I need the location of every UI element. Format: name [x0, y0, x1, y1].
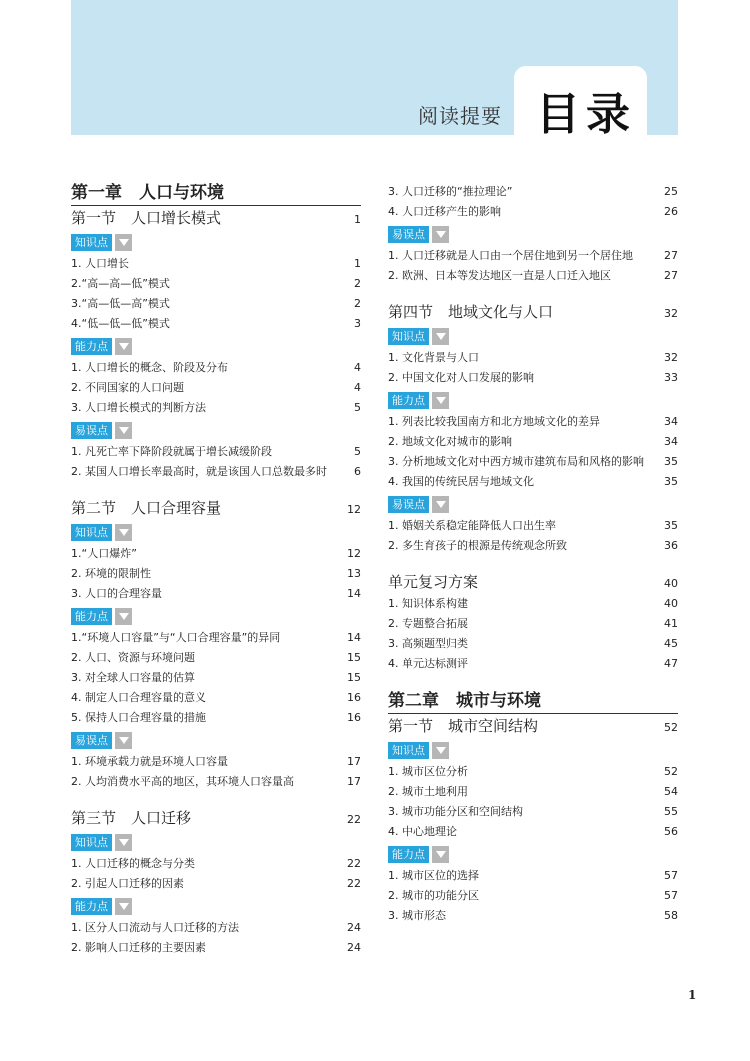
toc-entry[interactable]	[388, 822, 678, 842]
toc-entry[interactable]	[388, 536, 678, 556]
toc-entry[interactable]	[71, 254, 361, 274]
badge-label: 知识点	[388, 328, 429, 345]
toc-entry[interactable]	[71, 564, 361, 584]
toc-entry-page: 41	[664, 617, 678, 630]
toc-entry[interactable]	[71, 668, 361, 688]
toc-entry[interactable]	[71, 772, 361, 792]
toc-entry-page: 1	[354, 257, 361, 270]
toc-entry-title: 1. 列表比较我国南方和北方地域文化的差异	[388, 415, 600, 428]
toc-entry-page: 27	[664, 269, 678, 282]
chevron-down-icon	[432, 742, 449, 759]
toc-entry-title: 2. 人口、资源与环境问题	[71, 651, 195, 664]
badge-label: 易误点	[71, 732, 112, 749]
toc-entry-title: 2. 多生育孩子的根源是传统观念所致	[388, 539, 567, 552]
chapter-heading: 第二章 城市与环境	[388, 690, 678, 714]
toc-entry-title: 3. 分析地域文化对中西方城市建筑布局和风格的影响	[388, 455, 644, 468]
toc-entry[interactable]	[388, 654, 678, 674]
toc-entry-page: 36	[664, 539, 678, 552]
toc-entry-title: 4. 制定人口合理容量的意义	[71, 691, 206, 704]
toc-entry-page: 24	[347, 941, 361, 954]
toc-entry-page: 45	[664, 637, 678, 650]
toc-entry-page: 3	[354, 317, 361, 330]
chevron-down-icon	[115, 234, 132, 251]
section-title: 第四节 地域文化与人口	[388, 303, 554, 321]
section-page: 52	[664, 721, 678, 734]
toc-entry-title: 4. 中心地理论	[388, 825, 457, 838]
toc-entry-title: 2.“高—高—低”模式	[71, 277, 170, 290]
toc-entry[interactable]	[388, 906, 678, 926]
toc-entry[interactable]	[71, 378, 361, 398]
badge-label: 能力点	[71, 898, 112, 915]
badge-label: 易误点	[388, 226, 429, 243]
toc-entry-title: 3. 人口的合理容量	[71, 587, 162, 600]
toc-entry-title: 1. 人口增长	[71, 257, 129, 270]
toc-entry[interactable]	[71, 918, 361, 938]
toc-entry-title: 2. 城市土地利用	[388, 785, 468, 798]
toc-entry[interactable]	[388, 614, 678, 634]
badge-label: 知识点	[71, 234, 112, 251]
toc-entry[interactable]	[388, 348, 678, 368]
toc-entry-page: 5	[354, 445, 361, 458]
chapter-heading: 第一章 人口与环境	[71, 182, 361, 206]
toc-entry-page: 57	[664, 869, 678, 882]
toc-entry-page: 6	[354, 465, 361, 478]
toc-entry[interactable]	[71, 462, 361, 482]
chevron-down-icon	[432, 496, 449, 513]
category-badge	[388, 741, 678, 759]
toc-entry-title: 3. 人口增长模式的判断方法	[71, 401, 206, 414]
toc-entry-title: 2. 欧洲、日本等发达地区一直是人口迁入地区	[388, 269, 611, 282]
toc-entry-title: 2. 影响人口迁移的主要因素	[71, 941, 206, 954]
toc-entry-title: 3. 高频题型归类	[388, 637, 468, 650]
badge-label: 知识点	[71, 834, 112, 851]
badge-label: 易误点	[388, 496, 429, 513]
toc-entry-page: 24	[347, 921, 361, 934]
toc-entry[interactable]	[71, 294, 361, 314]
badge-label: 能力点	[71, 608, 112, 625]
badge-label: 知识点	[71, 524, 112, 541]
toc-entry[interactable]	[388, 782, 678, 802]
toc-entry-title: 3. 城市形态	[388, 909, 446, 922]
category-badge	[71, 833, 361, 851]
toc-entry-page: 57	[664, 889, 678, 902]
toc-entry-page: 35	[664, 455, 678, 468]
category-badge	[388, 327, 678, 345]
toc-entry-title: 2. 人均消费水平高的地区，其环境人口容量高	[71, 775, 294, 788]
toc-entry-title: 2. 环境的限制性	[71, 567, 151, 580]
chevron-down-icon	[115, 524, 132, 541]
toc-entry-page: 52	[664, 765, 678, 778]
toc-entry-title: 5. 保持人口合理容量的措施	[71, 711, 206, 724]
toc-entry-title: 1. 区分人口流动与人口迁移的方法	[71, 921, 239, 934]
section-title: 第一节 城市空间结构	[388, 717, 539, 735]
toc-entry[interactable]	[71, 314, 361, 334]
category-badge	[71, 233, 361, 251]
toc-entry-title: 1.“人口爆炸”	[71, 547, 137, 560]
toc-entry[interactable]	[71, 938, 361, 958]
toc-entry-page: 15	[347, 671, 361, 684]
badge-label: 能力点	[71, 338, 112, 355]
toc-entry-title: 2. 不同国家的人口问题	[71, 381, 184, 394]
badge-label: 知识点	[388, 742, 429, 759]
toc-entry-page: 13	[347, 567, 361, 580]
toc-entry[interactable]	[388, 594, 678, 614]
category-badge	[71, 523, 361, 541]
toc-entry[interactable]	[388, 368, 678, 388]
section-heading[interactable]	[388, 300, 678, 324]
toc-entry[interactable]	[388, 866, 678, 886]
toc-entry-page: 58	[664, 909, 678, 922]
toc-entry-title: 1. 文化背景与人口	[388, 351, 479, 364]
category-badge	[388, 225, 678, 243]
chevron-down-icon	[115, 608, 132, 625]
toc-entry-title: 1. 人口迁移的概念与分类	[71, 857, 195, 870]
category-badge	[71, 337, 361, 355]
badge-label: 能力点	[388, 392, 429, 409]
toc-entry[interactable]	[388, 246, 678, 266]
toc-entry-page: 14	[347, 587, 361, 600]
section-page: 1	[354, 213, 361, 226]
toc-entry-title: 1. 城市区位的选择	[388, 869, 479, 882]
section-page: 40	[664, 577, 678, 590]
page-number: 1	[688, 988, 697, 1002]
section-title: 第一节 人口增长模式	[71, 209, 222, 227]
toc-entry-page: 2	[354, 297, 361, 310]
section-heading[interactable]	[71, 496, 361, 520]
toc-entry-title: 3. 城市功能分区和空间结构	[388, 805, 523, 818]
toc-entry-page: 47	[664, 657, 678, 670]
category-badge	[71, 421, 361, 439]
toc-entry-page: 17	[347, 755, 361, 768]
toc-entry[interactable]	[388, 412, 678, 432]
section-page: 22	[347, 813, 361, 826]
chevron-down-icon	[115, 834, 132, 851]
section-title: 单元复习方案	[388, 573, 479, 591]
toc-entry[interactable]	[71, 274, 361, 294]
toc-right-column	[388, 182, 678, 926]
toc-entry[interactable]	[388, 634, 678, 654]
toc-entry-title: 1.“环境人口容量”与“人口合理容量”的异同	[71, 631, 281, 644]
toc-entry-page: 35	[664, 475, 678, 488]
toc-entry[interactable]	[388, 886, 678, 906]
section-heading[interactable]	[71, 206, 361, 230]
toc-entry-title: 4. 人口迁移产生的影响	[388, 205, 501, 218]
toc-entry-title: 1. 城市区位分析	[388, 765, 468, 778]
toc-entry-title: 2. 地域文化对城市的影响	[388, 435, 512, 448]
badge-label: 能力点	[388, 846, 429, 863]
section-title: 第二节 人口合理容量	[71, 499, 222, 517]
toc-entry-title: 2. 引起人口迁移的因素	[71, 877, 184, 890]
toc-entry-page: 4	[354, 381, 361, 394]
toc-entry[interactable]	[71, 398, 361, 418]
category-badge	[388, 391, 678, 409]
toc-entry-page: 35	[664, 519, 678, 532]
toc-entry-title: 4. 我国的传统民居与地域文化	[388, 475, 534, 488]
chevron-down-icon	[115, 898, 132, 915]
chevron-down-icon	[115, 422, 132, 439]
toc-entry[interactable]	[388, 266, 678, 286]
toc-entry-title: 3.“高—低—高”模式	[71, 297, 170, 310]
toc-left-column	[71, 182, 361, 958]
toc-entry-page: 33	[664, 371, 678, 384]
section-heading[interactable]	[71, 806, 361, 830]
category-badge	[388, 495, 678, 513]
toc-entry-page: 26	[664, 205, 678, 218]
section-heading[interactable]	[388, 570, 678, 594]
toc-entry[interactable]	[71, 442, 361, 462]
toc-entry-page: 22	[347, 877, 361, 890]
toc-entry[interactable]	[388, 432, 678, 452]
toc-entry-page: 32	[664, 351, 678, 364]
toc-entry-title: 1. 知识体系构建	[388, 597, 468, 610]
chevron-down-icon	[115, 732, 132, 749]
chevron-down-icon	[432, 392, 449, 409]
chevron-down-icon	[432, 328, 449, 345]
toc-entry[interactable]	[71, 544, 361, 564]
toc-entry[interactable]	[71, 752, 361, 772]
toc-entry[interactable]	[71, 584, 361, 604]
page-title: 目录	[536, 89, 636, 140]
toc-entry[interactable]	[388, 452, 678, 472]
toc-entry-page: 14	[347, 631, 361, 644]
toc-entry-title: 3. 人口迁移的“推拉理论”	[388, 185, 513, 198]
chevron-down-icon	[115, 338, 132, 355]
toc-entry-page: 2	[354, 277, 361, 290]
toc-entry-title: 1. 环境承载力就是环境人口容量	[71, 755, 228, 768]
section-page: 32	[664, 307, 678, 320]
category-badge	[71, 607, 361, 625]
toc-entry[interactable]	[71, 628, 361, 648]
toc-entry-page: 22	[347, 857, 361, 870]
toc-entry[interactable]	[388, 762, 678, 782]
toc-entry[interactable]	[388, 516, 678, 536]
toc-entry[interactable]	[388, 202, 678, 222]
toc-entry[interactable]	[71, 874, 361, 894]
badge-label: 易误点	[71, 422, 112, 439]
toc-entry-page: 5	[354, 401, 361, 414]
section-heading[interactable]	[388, 714, 678, 738]
toc-entry-page: 34	[664, 435, 678, 448]
toc-entry-page: 40	[664, 597, 678, 610]
toc-entry-page: 55	[664, 805, 678, 818]
toc-entry-page: 15	[347, 651, 361, 664]
toc-entry-page: 25	[664, 185, 678, 198]
toc-entry-title: 1. 人口增长的概念、阶段及分布	[71, 361, 228, 374]
toc-entry-page: 56	[664, 825, 678, 838]
toc-entry-page: 34	[664, 415, 678, 428]
toc-entry[interactable]	[388, 802, 678, 822]
toc-entry-title: 4. 单元达标测评	[388, 657, 468, 670]
toc-entry[interactable]	[71, 854, 361, 874]
toc-entry[interactable]	[71, 688, 361, 708]
toc-entry-page: 27	[664, 249, 678, 262]
chevron-down-icon	[432, 846, 449, 863]
category-badge	[71, 731, 361, 749]
toc-entry[interactable]	[71, 648, 361, 668]
toc-entry-title: 4.“低—低—低”模式	[71, 317, 170, 330]
toc-entry[interactable]	[388, 472, 678, 492]
toc-entry-title: 3. 对全球人口容量的估算	[71, 671, 195, 684]
toc-entry-title: 2. 中国文化对人口发展的影响	[388, 371, 534, 384]
toc-entry-page: 12	[347, 547, 361, 560]
toc-entry-title: 1. 凡死亡率下降阶段就属于增长减缓阶段	[71, 445, 272, 458]
category-badge	[388, 845, 678, 863]
toc-entry-page: 16	[347, 691, 361, 704]
toc-entry[interactable]	[71, 708, 361, 728]
toc-entry-title: 2. 某国人口增长率最高时，就是该国人口总数最多时	[71, 465, 327, 478]
toc-entry-page: 54	[664, 785, 678, 798]
toc-entry-title: 2. 城市的功能分区	[388, 889, 479, 902]
toc-entry[interactable]	[71, 358, 361, 378]
toc-entry-page: 4	[354, 361, 361, 374]
toc-entry-page: 17	[347, 775, 361, 788]
header-subtitle: 阅读提要	[418, 104, 502, 128]
toc-entry-title: 1. 人口迁移就是人口由一个居住地到另一个居住地	[388, 249, 633, 262]
toc-entry[interactable]	[388, 182, 678, 202]
category-badge	[71, 897, 361, 915]
chevron-down-icon	[432, 226, 449, 243]
toc-entry-title: 1. 婚姻关系稳定能降低人口出生率	[388, 519, 556, 532]
toc-entry-title: 2. 专题整合拓展	[388, 617, 468, 630]
section-page: 12	[347, 503, 361, 516]
toc-entry-page: 16	[347, 711, 361, 724]
section-title: 第三节 人口迁移	[71, 809, 192, 827]
